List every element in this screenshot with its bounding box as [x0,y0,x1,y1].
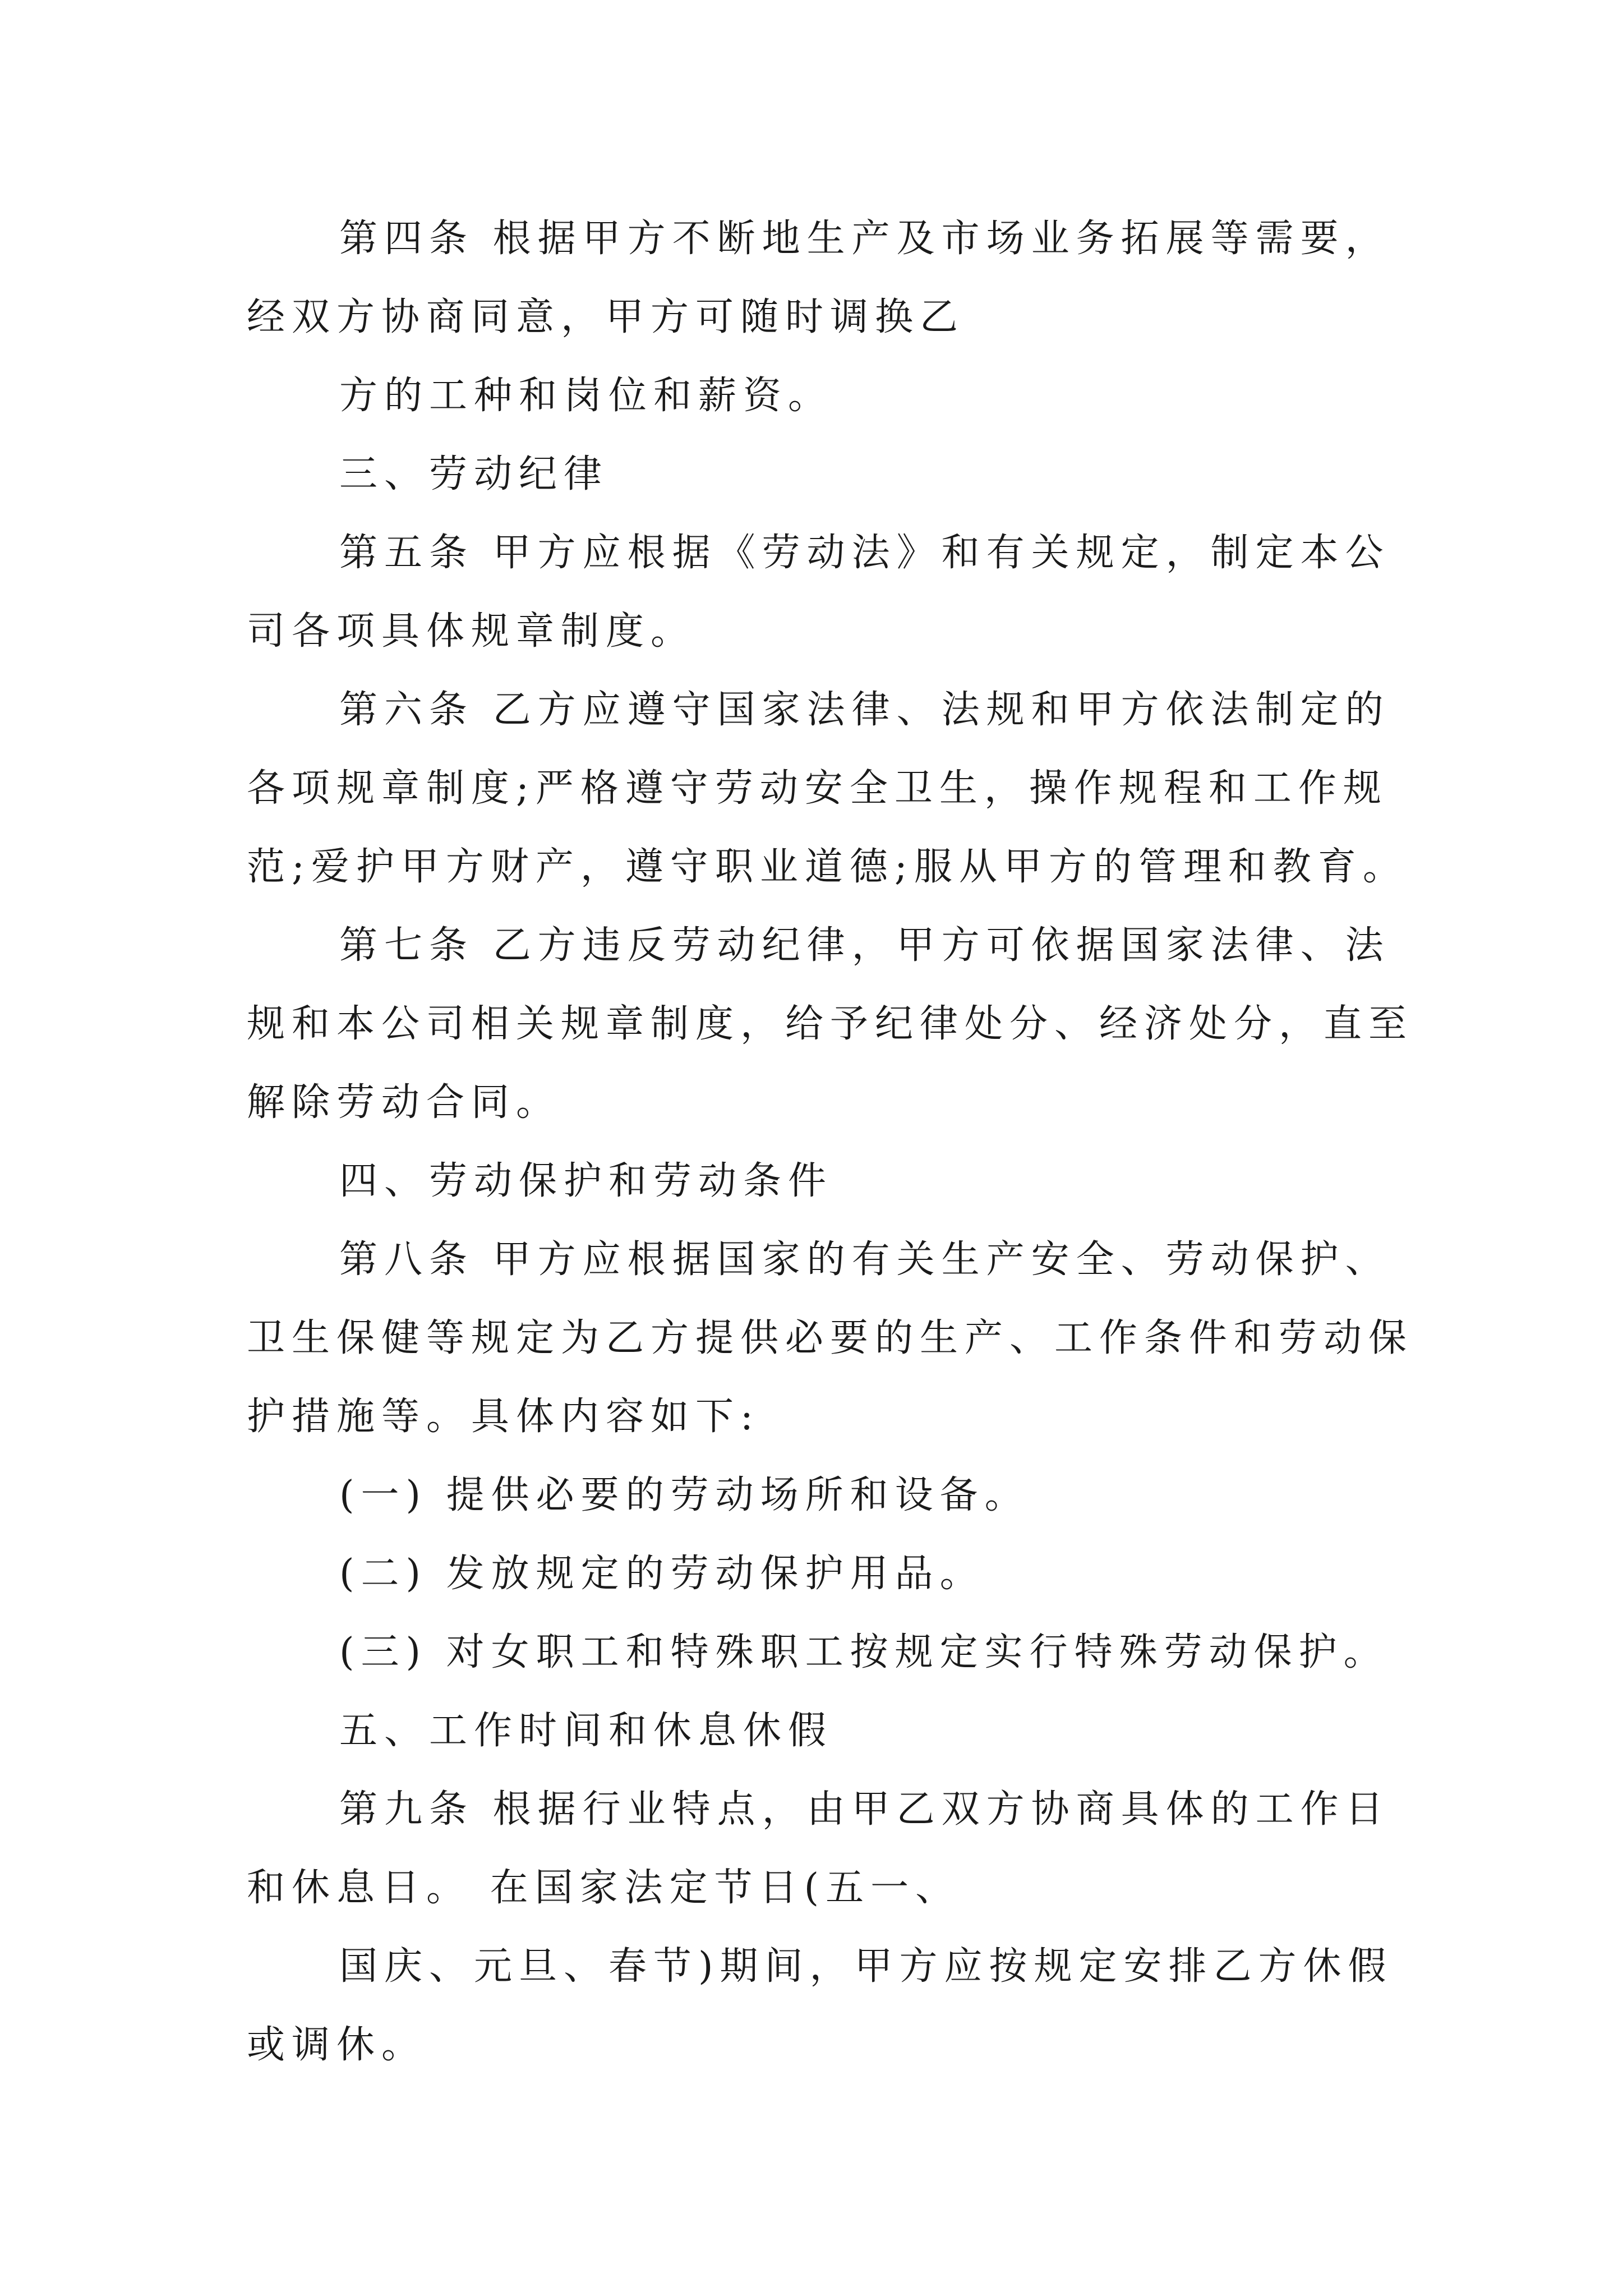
article-4-line-1: 第四条 根据甲方不断地生产及市场业务拓展等需要， [339,217,1390,261]
article-9-line-4: 或调休。 [247,2023,427,2067]
article-7-line-3: 解除劳动合同。 [247,1080,561,1125]
article-8-item-3: (三) 对女职工和特殊职工按规定实行特殊劳动保护。 [339,1630,1389,1674]
article-7-line-2: 规和本公司相关规章制度，给予纪律处分、经济处分，直至 [247,1002,1414,1046]
article-6-line-3: 范;爱护甲方财产，遵守职业道德;服从甲方的管理和教育。 [247,845,1408,889]
article-8-line-2: 卫生保健等规定为乙方提供必要的生产、工作条件和劳动保 [247,1316,1414,1360]
article-4-line-3: 方的工种和岗位和薪资。 [339,374,833,418]
section-4-heading: 四、劳动保护和劳动条件 [339,1159,833,1203]
article-9-line-2: 和休息日。 在国家法定节日(五一、 [247,1866,961,1910]
article-6-line-1: 第六条 乙方应遵守国家法律、法规和甲方依法制定的 [339,688,1390,732]
article-6-line-2: 各项规章制度;严格遵守劳动安全卫生，操作规程和工作规 [247,766,1388,811]
article-8-item-1: (一) 提供必要的劳动场所和设备。 [339,1473,1030,1517]
article-8-item-2: (二) 发放规定的劳动保护用品。 [339,1552,985,1596]
article-8-line-3: 护措施等。具体内容如下: [247,1395,760,1439]
section-3-heading: 三、劳动纪律 [339,452,609,496]
section-5-heading: 五、工作时间和休息休假 [339,1709,833,1753]
article-5-line-2: 司各项具体规章制度。 [247,609,696,654]
article-5-line-1: 第五条 甲方应根据《劳动法》和有关规定，制定本公 [339,531,1390,575]
article-9-line-3: 国庆、元旦、春节)期间，甲方应按规定安排乙方休假 [339,1944,1393,1989]
article-8-line-1: 第八条 甲方应根据国家的有关生产安全、劳动保护、 [339,1237,1390,1282]
article-4-line-2: 经双方协商同意，甲方可随时调换乙 [247,295,965,339]
article-9-line-1: 第九条 根据行业特点，由甲乙双方协商具体的工作日 [339,1787,1390,1832]
article-7-line-1: 第七条 乙方违反劳动纪律，甲方可依据国家法律、法 [339,923,1390,968]
